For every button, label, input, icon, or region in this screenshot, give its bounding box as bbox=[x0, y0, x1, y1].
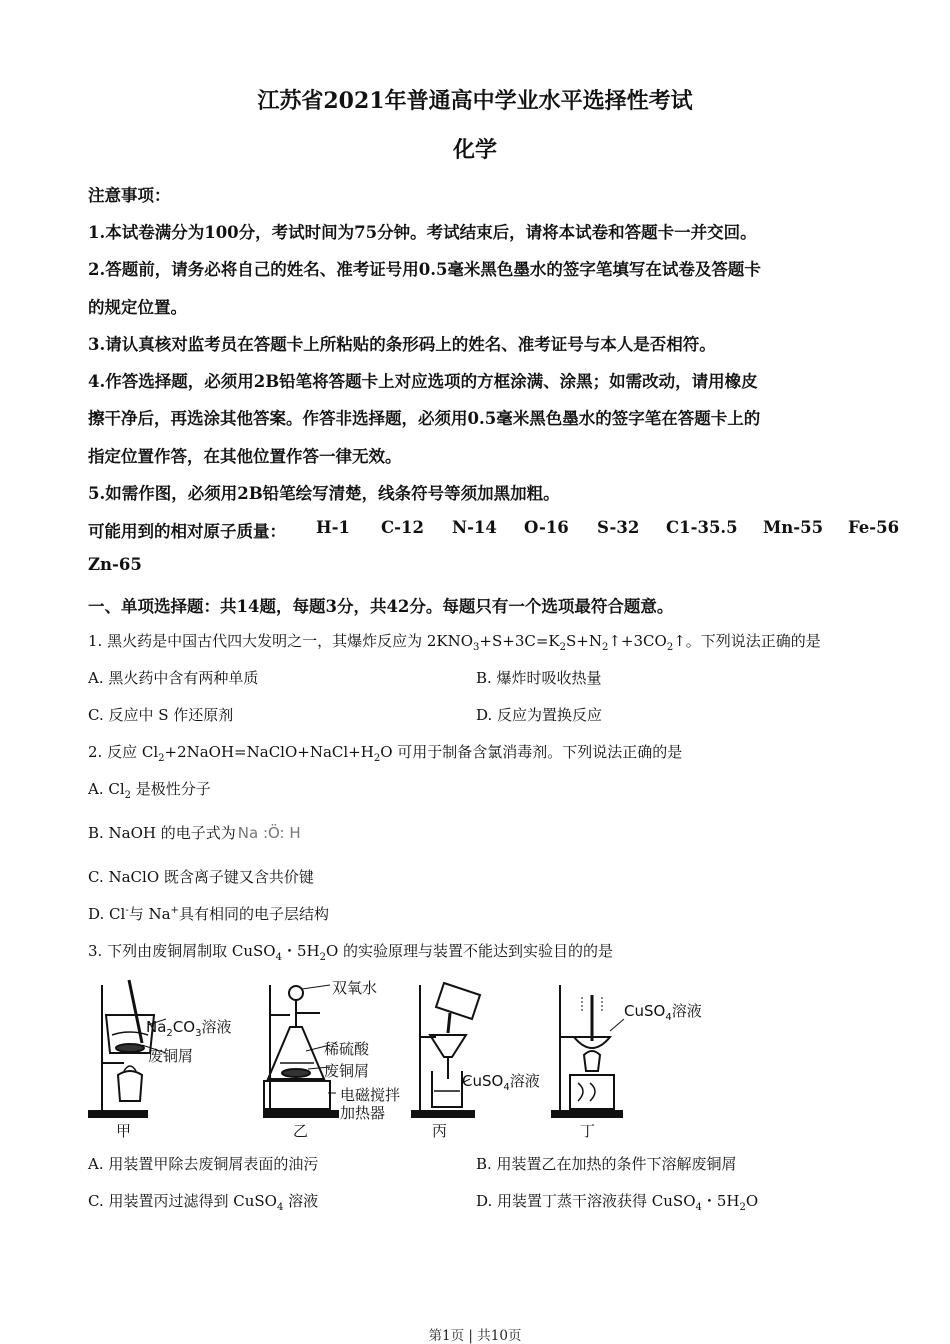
page-number: 第1页 | 共10页 bbox=[428, 1328, 522, 1344]
notice-item-4-line2: 擦干净后，再选涂其他答案。作答非选择题，必须用0.5毫米黑色墨水的签字笔在答题卡上的 bbox=[88, 409, 761, 428]
fig-ding-name: 丁 bbox=[580, 1122, 596, 1140]
atomic-mass-value: H-1 bbox=[316, 518, 350, 537]
atomic-mass-value: N-14 bbox=[452, 518, 497, 537]
q3-option-d[interactable]: D. 用装置丁蒸干溶液获得 CuSO$_4$・$5H_2O$ bbox=[476, 1192, 759, 1213]
atomic-mass-label: 可能用到的相对原子质量： bbox=[88, 522, 286, 541]
fig-ding-solution-label: CuSO$_4$溶液 bbox=[624, 1002, 702, 1023]
notice-heading: 注意事项： bbox=[88, 186, 171, 205]
notice-item-2-line2: 的规定位置。 bbox=[88, 298, 187, 317]
exam-title: 江苏省2021年普通高中学业水平选择性考试 bbox=[257, 88, 693, 114]
atomic-mass-value: O-16 bbox=[524, 518, 569, 537]
notice-item-2-line1: 2.答题前，请务必将自己的姓名、准考证号用0.5毫米黑色墨水的签字笔填写在试卷及答题卡 bbox=[88, 260, 761, 279]
q2-stem: 2. 反应 $Cl_2+2NaOH=NaClO+NaCl+H_2O$ 可用于制备含氯消毒剂。下列说法正确的是 bbox=[88, 743, 683, 764]
atomic-mass-value: Fe-56 bbox=[848, 518, 900, 537]
subject-title: 化学 bbox=[452, 137, 497, 163]
atomic-mass-value: Zn-65 bbox=[88, 555, 142, 574]
q1-option-b[interactable]: B. 爆炸时吸收热量 bbox=[476, 669, 602, 687]
atomic-mass-value: Mn-55 bbox=[763, 518, 824, 537]
fig-yi-stirrer-label: 电磁搅拌 bbox=[340, 1086, 401, 1104]
notice-item-4-line3: 指定位置作答，在其他位置作答一律无效。 bbox=[88, 447, 402, 466]
q1-stem: 1. 黑火药是中国古代四大发明之一，其爆炸反应为 $2KNO_3+S+3C=K_2S+N_2↑+3CO_2↑$。下列说法正确的是 bbox=[88, 632, 821, 653]
fig-jia-scrap-label: 废铜屑 bbox=[148, 1047, 194, 1065]
fig-bing-solution-label: CuSO$_4$溶液 bbox=[462, 1072, 540, 1093]
q3-option-c[interactable]: C. 用装置丙过滤得到 CuSO$_4$ 溶液 bbox=[88, 1192, 319, 1213]
q2-option-d[interactable]: D. Cl-与 Na+具有相同的电子层结构 bbox=[88, 905, 329, 923]
fig-bing-name: 丙 bbox=[432, 1122, 448, 1140]
q3-option-b[interactable]: B. 用装置乙在加热的条件下溶解废铜屑 bbox=[476, 1155, 737, 1173]
fig-yi-h2o2-label: 双氧水 bbox=[332, 979, 378, 997]
q1-option-c[interactable]: C. 反应中 S 作还原剂 bbox=[88, 706, 234, 724]
atomic-mass-value: S-32 bbox=[597, 518, 640, 537]
fig-yi-heater-label: 加热器 bbox=[340, 1104, 386, 1122]
q2-option-c[interactable]: C. NaClO 既含离子键又含共价键 bbox=[88, 868, 314, 886]
q2-option-a[interactable]: A. $Cl_2$ 是极性分子 bbox=[88, 780, 211, 801]
notice-item-1: 1.本试卷满分为100分，考试时间为75分钟。考试结束后，请将本试卷和答题卡一并交回。 bbox=[88, 223, 757, 242]
notice-item-5: 5.如需作图，必须用2B铅笔绘写清楚，线条符号等须加黑加粗。 bbox=[88, 484, 560, 503]
fig-yi-acid-label: 稀硫酸 bbox=[324, 1040, 370, 1058]
atomic-mass-value: C1-35.5 bbox=[666, 518, 738, 537]
fig-jia-solution-label: $Na_2CO_3$溶液 bbox=[146, 1018, 232, 1039]
q3-stem: 3. 下列由废铜屑制取 CuSO$_4$・$5H_2O$ 的实验原理与装置不能达到实验目的的是 bbox=[88, 942, 614, 963]
fig-yi-scrap-label: 废铜屑 bbox=[324, 1062, 370, 1080]
fig-jia-name: 甲 bbox=[116, 1122, 132, 1140]
notice-item-3: 3.请认真核对监考员在答题卡上所粘贴的条形码上的姓名、准考证号与本人是否相符。 bbox=[88, 335, 716, 354]
fig-yi-name: 乙 bbox=[293, 1122, 309, 1140]
atomic-mass-value: C-12 bbox=[381, 518, 424, 537]
q2-option-b[interactable]: B. NaOH 的电子式为 Na :Ö: H bbox=[88, 824, 301, 842]
electron-formula-image: Na :Ö: H bbox=[237, 824, 301, 842]
q3-option-a[interactable]: A. 用装置甲除去废铜屑表面的油污 bbox=[88, 1155, 319, 1173]
notice-item-4-line1: 4.作答选择题，必须用2B铅笔将答题卡上对应选项的方框涂满、涂黑；如需改动，请用橡皮 bbox=[88, 372, 758, 391]
q1-option-a[interactable]: A. 黑火药中含有两种单质 bbox=[88, 669, 259, 687]
q1-option-d[interactable]: D. 反应为置换反应 bbox=[476, 706, 603, 724]
section-heading: 一、单项选择题：共14题，每题3分，共42分。每题只有一个选项最符合题意。 bbox=[88, 597, 674, 616]
